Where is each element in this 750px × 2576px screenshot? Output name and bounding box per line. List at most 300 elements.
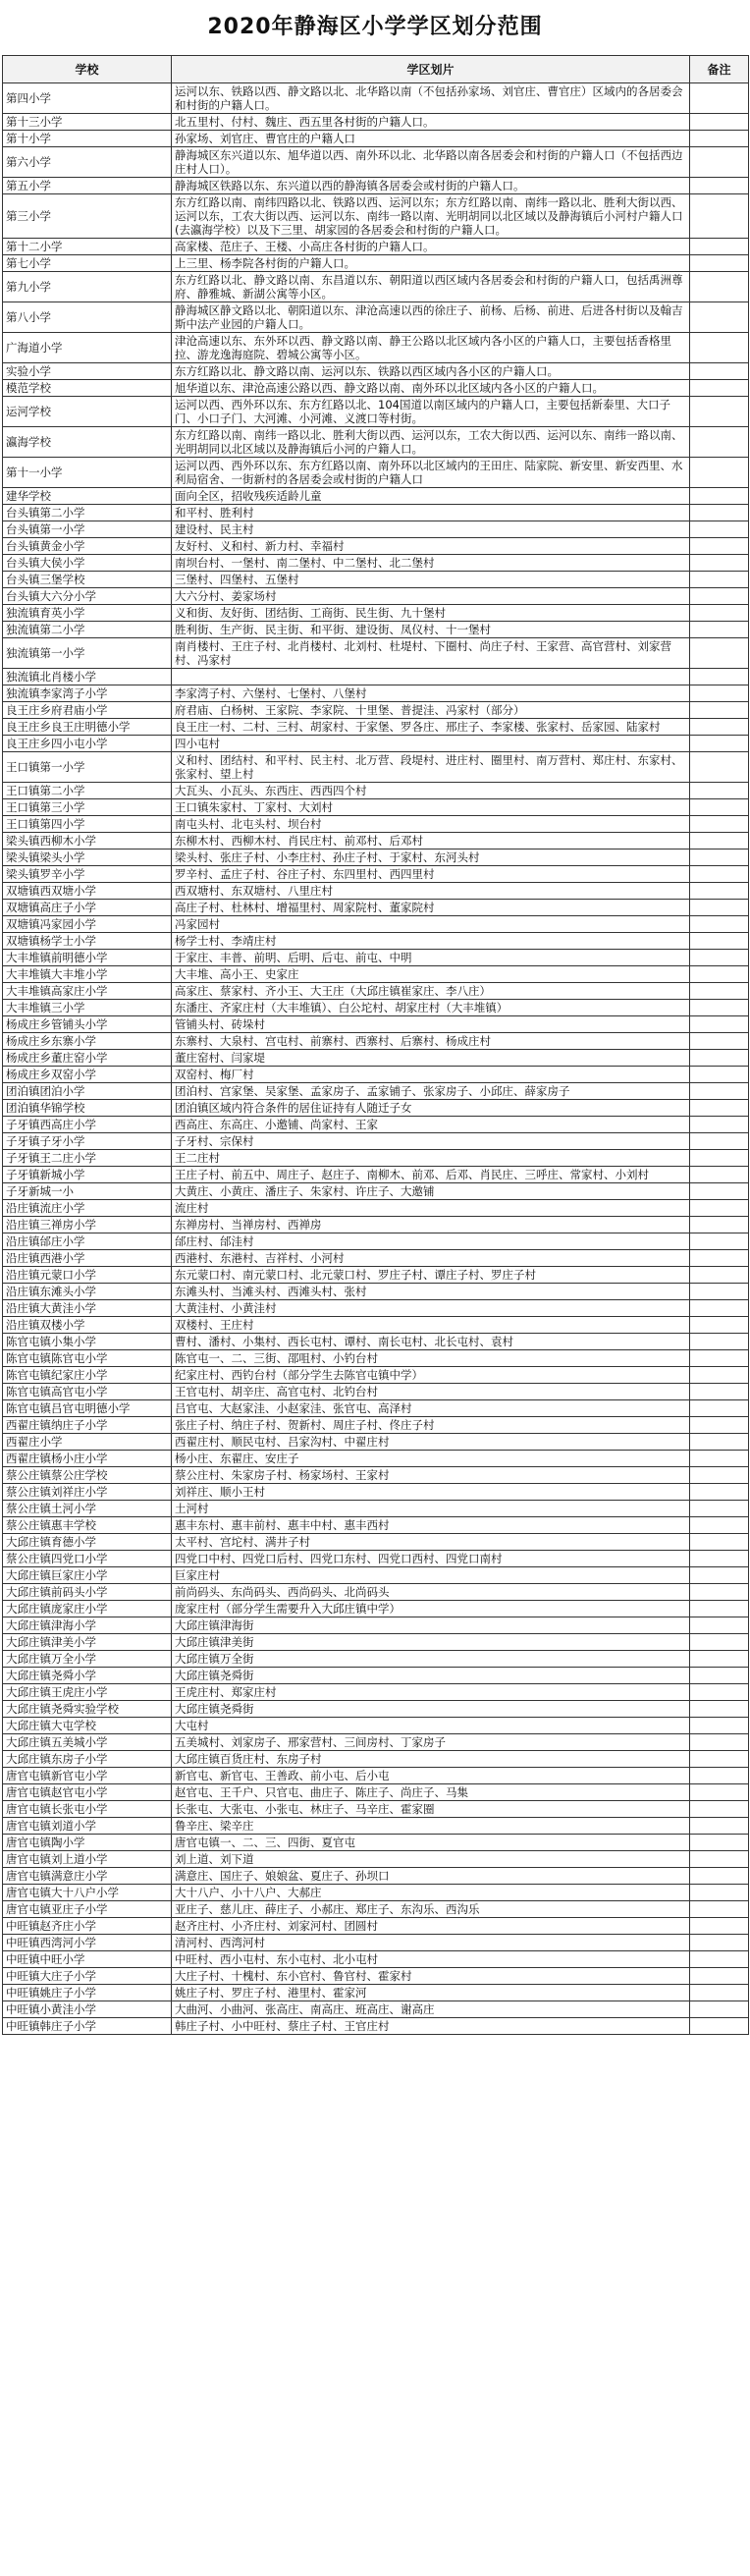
note-cell	[690, 1200, 749, 1217]
note-cell	[690, 178, 749, 194]
district-area: 西双塘村、东双塘村、八里庄村	[172, 883, 690, 900]
school-name: 第五小学	[3, 178, 172, 194]
note-cell	[690, 799, 749, 816]
school-name: 台头镇三堡学校	[3, 572, 172, 588]
table-row	[3, 1651, 749, 1668]
note-cell	[690, 719, 749, 736]
school-name: 第三小学	[3, 194, 172, 239]
note-cell	[690, 1150, 749, 1167]
note-cell	[690, 572, 749, 588]
table-row	[3, 1968, 749, 1985]
district-area: 邰庄村、邰洼村	[172, 1233, 690, 1250]
district-area: 三堡村、四堡村、五堡村	[172, 572, 690, 588]
table-row	[3, 2001, 749, 2018]
note-cell	[690, 1284, 749, 1300]
school-name: 蔡公庄镇惠丰学校	[3, 1517, 172, 1534]
school-name: 台头镇大六分小学	[3, 588, 172, 605]
school-name: 大邱庄镇王虎庄小学	[3, 1684, 172, 1701]
school-name: 第四小学	[3, 83, 172, 114]
school-name: 第九小学	[3, 272, 172, 302]
school-name: 大邱庄镇津美小学	[3, 1634, 172, 1651]
note-cell	[690, 1417, 749, 1434]
table-row	[3, 850, 749, 866]
note-cell	[690, 302, 749, 333]
district-area: 双楼村、王庄村	[172, 1317, 690, 1334]
table-row	[3, 1434, 749, 1451]
district-area: 东潘庄、齐家庄村（大丰堆镇）、白公坨村、胡家庄村（大丰堆镇）	[172, 1000, 690, 1016]
school-name: 大邱庄镇尧舜实验学校	[3, 1701, 172, 1718]
district-area: 杨小庄、东翟庄、安庄子	[172, 1451, 690, 1467]
school-name: 双塘镇西双塘小学	[3, 883, 172, 900]
district-area: 韩庄子村、小中旺村、蔡庄子村、王官庄村	[172, 2018, 690, 2035]
note-cell	[690, 950, 749, 966]
note-cell	[690, 1233, 749, 1250]
table-row	[3, 1451, 749, 1467]
table-row	[3, 1417, 749, 1434]
district-area: 亚庄子、慈儿庄、薛庄子、小郝庄、郑庄子、东沟乐、西沟乐	[172, 1901, 690, 1918]
district-area: 高家庄、蔡家村、齐小王、大王庄（大邱庄镇崔家庄、李八庄）	[172, 983, 690, 1000]
school-name: 梁头镇西柳木小学	[3, 833, 172, 850]
table-row	[3, 1267, 749, 1284]
district-area: 冯家园村	[172, 916, 690, 933]
school-name: 子牙镇王二庄小学	[3, 1150, 172, 1167]
table-row	[3, 521, 749, 538]
school-name: 沿庄镇东滩头小学	[3, 1284, 172, 1300]
table-row	[3, 1067, 749, 1083]
note-cell	[690, 622, 749, 638]
district-area: 大十八户、小十八户、大郝庄	[172, 1885, 690, 1901]
table-row	[3, 1183, 749, 1200]
school-name: 独流镇北肖楼小学	[3, 669, 172, 685]
district-area: 王虎庄村、郑家庄村	[172, 1684, 690, 1701]
table-row	[3, 1751, 749, 1768]
note-cell	[690, 1567, 749, 1584]
table-row	[3, 1584, 749, 1601]
school-name: 蔡公庄镇蔡公庄学校	[3, 1467, 172, 1484]
table-row	[3, 783, 749, 799]
school-name: 大邱庄镇万全小学	[3, 1651, 172, 1668]
note-cell	[690, 983, 749, 1000]
note-cell	[690, 588, 749, 605]
note-cell	[690, 669, 749, 685]
district-area: 西港村、东港村、吉祥村、小河村	[172, 1250, 690, 1267]
note-cell	[690, 866, 749, 883]
table-row	[3, 1217, 749, 1233]
note-cell	[690, 752, 749, 783]
note-cell	[690, 397, 749, 427]
school-name: 杨成庄乡双窑小学	[3, 1067, 172, 1083]
district-area: 长张屯、大张屯、小张屯、林庄子、马辛庄、霍家圈	[172, 1801, 690, 1818]
district-area: 五美城村、刘家房子、邢家营村、三间房村、丁家房子	[172, 1734, 690, 1751]
district-area: 义和街、友好街、团结街、工商街、民生街、九十堡村	[172, 605, 690, 622]
school-name: 西翟庄镇纳庄子小学	[3, 1417, 172, 1434]
school-name: 王口镇第三小学	[3, 799, 172, 816]
table-row	[3, 1668, 749, 1684]
note-cell	[690, 1901, 749, 1918]
district-area: 赵齐庄村、小齐庄村、刘家河村、团圆村	[172, 1918, 690, 1935]
district-area: 北五里村、付村、魏庄、西五里各村街的户籍人口。	[172, 114, 690, 131]
school-name: 大邱庄镇庞家庄小学	[3, 1601, 172, 1617]
note-cell	[690, 1267, 749, 1284]
district-area: 高庄子村、杜林村、增福里村、周家院村、董家院村	[172, 900, 690, 916]
district-area: 府君庙、白杨树、王家院、李家院、十里堡、普提洼、冯家村（部分）	[172, 702, 690, 719]
table-row	[3, 702, 749, 719]
district-area: 大邱庄镇万全街	[172, 1651, 690, 1668]
table-row	[3, 1985, 749, 2001]
note-cell	[690, 1167, 749, 1183]
note-cell	[690, 427, 749, 458]
district-area: 东方红路以南、南纬一路以北、胜利大街以西、运河以东，工农大街以西、运河以东、南纬一路以南、光明胡同以北区域以及静海镇后小河的户籍人口。	[172, 427, 690, 458]
table-row	[3, 669, 749, 685]
table-row	[3, 458, 749, 488]
table-row	[3, 1951, 749, 1968]
district-area: 东禅房村、当禅房村、西禅房	[172, 1217, 690, 1233]
school-name: 台头镇第二小学	[3, 505, 172, 521]
note-cell	[690, 1250, 749, 1267]
school-name: 蔡公庄镇四党口小学	[3, 1551, 172, 1567]
note-cell	[690, 1551, 749, 1567]
table-body	[3, 83, 749, 2035]
district-area: 津沧高速以东、东外环以西、静文路以南、静王公路以北区域内各小区的户籍人口，主要包括香格里拉、游龙逸海庭院、碧城公寓等小区。	[172, 333, 690, 363]
table-row	[3, 1250, 749, 1267]
school-name: 中旺镇西湾河小学	[3, 1935, 172, 1951]
school-name: 唐官屯镇赵官屯小学	[3, 1784, 172, 1801]
school-name: 西翟庄小学	[3, 1434, 172, 1451]
note-cell	[690, 2018, 749, 2035]
district-area: 东柳木村、西柳木村、肖民庄村、前邓村、后邓村	[172, 833, 690, 850]
district-area: 姚庄子村、罗庄子村、港里村、霍家河	[172, 1985, 690, 2001]
note-cell	[690, 1634, 749, 1651]
school-name: 梁头镇罗辛小学	[3, 866, 172, 883]
table-row	[3, 1467, 749, 1484]
school-name: 蔡公庄镇土河小学	[3, 1501, 172, 1517]
school-name: 大丰堆镇大丰堆小学	[3, 966, 172, 983]
note-cell	[690, 1050, 749, 1067]
table-row	[3, 1000, 749, 1016]
district-area: 王官屯村、胡辛庄、高官屯村、北钓台村	[172, 1384, 690, 1400]
note-cell	[690, 1517, 749, 1534]
school-name: 瀛海学校	[3, 427, 172, 458]
table-row	[3, 799, 749, 816]
school-name: 大邱庄镇东房子小学	[3, 1751, 172, 1768]
school-name: 沿庄镇元蒙口小学	[3, 1267, 172, 1284]
table-row	[3, 605, 749, 622]
note-cell	[690, 783, 749, 799]
school-name: 台头镇第一小学	[3, 521, 172, 538]
school-name: 西翟庄镇杨小庄小学	[3, 1451, 172, 1467]
school-name: 双塘镇杨学士小学	[3, 933, 172, 950]
school-name: 大邱庄镇巨家庄小学	[3, 1567, 172, 1584]
table-row	[3, 1033, 749, 1050]
school-name: 实验小学	[3, 363, 172, 380]
school-name: 第十三小学	[3, 114, 172, 131]
note-cell	[690, 1033, 749, 1050]
table-row	[3, 1050, 749, 1067]
table-row	[3, 1567, 749, 1584]
district-area: 梁头村、张庄子村、小李庄村、孙庄子村、于家村、东河头村	[172, 850, 690, 866]
table-row	[3, 1701, 749, 1718]
school-name: 双塘镇冯家园小学	[3, 916, 172, 933]
school-name: 广海道小学	[3, 333, 172, 363]
school-name: 团泊镇团泊小学	[3, 1083, 172, 1100]
district-area: 鲁辛庄、梁辛庄	[172, 1818, 690, 1835]
note-cell	[690, 1434, 749, 1451]
school-name: 独流镇第二小学	[3, 622, 172, 638]
note-cell	[690, 933, 749, 950]
table-row	[3, 1601, 749, 1617]
table-row	[3, 272, 749, 302]
note-cell	[690, 702, 749, 719]
district-area: 王口镇朱家村、丁家村、大刘村	[172, 799, 690, 816]
school-name: 中旺镇姚庄子小学	[3, 1985, 172, 2001]
note-cell	[690, 850, 749, 866]
school-name: 杨成庄乡董庄窑小学	[3, 1050, 172, 1067]
school-name: 唐官屯镇大十八户小学	[3, 1885, 172, 1901]
note-cell	[690, 458, 749, 488]
district-area: 大邱庄镇尧舜街	[172, 1701, 690, 1718]
district-area: 建设村、民主村	[172, 521, 690, 538]
table-row	[3, 1768, 749, 1784]
table-row	[3, 638, 749, 669]
note-cell	[690, 816, 749, 833]
district-area: 刘祥庄、顺小王村	[172, 1484, 690, 1501]
school-name: 独流镇第一小学	[3, 638, 172, 669]
district-area: 大黄庄、小黄庄、潘庄子、朱家村、许庄子、大邀铺	[172, 1183, 690, 1200]
note-cell	[690, 1918, 749, 1935]
note-cell	[690, 605, 749, 622]
table-row	[3, 1200, 749, 1217]
school-name: 大邱庄镇大屯学校	[3, 1718, 172, 1734]
note-cell	[690, 1851, 749, 1868]
note-cell	[690, 239, 749, 255]
table-row	[3, 1501, 749, 1517]
note-cell	[690, 685, 749, 702]
school-name: 独流镇李家湾子小学	[3, 685, 172, 702]
district-area: 双窑村、梅厂村	[172, 1067, 690, 1083]
table-row	[3, 622, 749, 638]
district-area: 大六分村、姜家场村	[172, 588, 690, 605]
district-area: 赵官屯、王千户、只官屯、曲庄子、陈庄子、尚庄子、马集	[172, 1784, 690, 1801]
note-cell	[690, 1100, 749, 1117]
table-row	[3, 1016, 749, 1033]
school-name: 王口镇第一小学	[3, 752, 172, 783]
school-name: 王口镇第四小学	[3, 816, 172, 833]
district-area: 李家湾子村、六堡村、七堡村、八堡村	[172, 685, 690, 702]
district-area: 运河以西、西外环以东、东方红路以南、南外环以北区域内的王田庄、陆家院、新安里、新安西里、水利局宿舍、一街新村的各居委会或村街的户籍人口	[172, 458, 690, 488]
school-name: 沿庄镇邰庄小学	[3, 1233, 172, 1250]
table-row	[3, 1150, 749, 1167]
table-row	[3, 588, 749, 605]
header-school: 学校	[3, 56, 172, 83]
school-name: 台头镇大侯小学	[3, 555, 172, 572]
district-area: 满意庄、国庄子、娘娘盆、夏庄子、孙坝口	[172, 1868, 690, 1885]
district-area: 董庄窑村、闫家堤	[172, 1050, 690, 1067]
district-area: 东寨村、大泉村、宫屯村、前寨村、西寨村、后寨村、杨成庄村	[172, 1033, 690, 1050]
district-area: 吕官屯、大赵家洼、小赵家洼、张官屯、高泽村	[172, 1400, 690, 1417]
note-cell	[690, 1300, 749, 1317]
note-cell	[690, 1768, 749, 1784]
district-area: 静海城区铁路以东、东兴道以西的静海镇各居委会或村街的户籍人口。	[172, 178, 690, 194]
note-cell	[690, 638, 749, 669]
school-name: 唐官屯镇长张屯小学	[3, 1801, 172, 1818]
note-cell	[690, 555, 749, 572]
table-row	[3, 333, 749, 363]
note-cell	[690, 1400, 749, 1417]
table-row	[3, 302, 749, 333]
note-cell	[690, 1651, 749, 1668]
district-area: 惠丰东村、惠丰前村、惠丰中村、惠丰西村	[172, 1517, 690, 1534]
table-row	[3, 950, 749, 966]
school-name: 良王庄乡四小屯小学	[3, 736, 172, 752]
table-row	[3, 131, 749, 147]
district-area: 胜利街、生产街、民主街、和平街、建设街、凤仪村、十一堡村	[172, 622, 690, 638]
note-cell	[690, 1601, 749, 1617]
district-area: 大邱庄镇尧舜街	[172, 1668, 690, 1684]
school-name: 中旺镇韩庄子小学	[3, 2018, 172, 2035]
district-area: 良王庄一村、二村、三村、胡家村、于家堡、罗各庄、邢庄子、李家楼、张家村、岳家园、陆家村	[172, 719, 690, 736]
table-row	[3, 1684, 749, 1701]
district-area: 旭华道以东、津沧高速公路以西、静文路以南、南外环以北区域内各小区的户籍人口。	[172, 380, 690, 397]
school-name: 唐官屯镇刘道小学	[3, 1818, 172, 1835]
school-name: 唐官屯镇满意庄小学	[3, 1868, 172, 1885]
table-row	[3, 1868, 749, 1885]
school-name: 沿庄镇三禅房小学	[3, 1217, 172, 1233]
table-row	[3, 1634, 749, 1651]
district-area: 大曲河、小曲河、张高庄、南高庄、班高庄、谢高庄	[172, 2001, 690, 2018]
district-area: 南肖楼村、王庄子村、北肖楼村、北刘村、杜堤村、下圈村、尚庄子村、王家营、高官营村、刘家营村、冯家村	[172, 638, 690, 669]
school-name: 团泊镇华锦学校	[3, 1100, 172, 1117]
table-row	[3, 1918, 749, 1935]
district-area: 太平村、宫坨村、满井子村	[172, 1534, 690, 1551]
table-row	[3, 1167, 749, 1183]
school-name: 沿庄镇双楼小学	[3, 1317, 172, 1334]
note-cell	[690, 1801, 749, 1818]
note-cell	[690, 114, 749, 131]
district-area: 东方红路以北、静文路以南、运河以东、铁路以西区域内各小区的户籍人口。	[172, 363, 690, 380]
district-area: 四小屯村	[172, 736, 690, 752]
table-row	[3, 1100, 749, 1117]
table-row	[3, 427, 749, 458]
district-area	[172, 669, 690, 685]
note-cell	[690, 1784, 749, 1801]
note-cell	[690, 1334, 749, 1350]
district-area: 大丰堆、高小王、史家庄	[172, 966, 690, 983]
school-name: 第十二小学	[3, 239, 172, 255]
note-cell	[690, 488, 749, 505]
note-cell	[690, 255, 749, 272]
school-name: 模范学校	[3, 380, 172, 397]
district-area: 大瓦头、小瓦头、东西庄、西西四个村	[172, 783, 690, 799]
table-row	[3, 1117, 749, 1133]
district-area: 王庄子村、前五中、周庄子、赵庄子、南柳木、前邓、后邓、肖民庄、三呼庄、常家村、小刘村	[172, 1167, 690, 1183]
district-area: 纪家庄村、西钓台村（部分学生去陈官屯镇中学）	[172, 1367, 690, 1384]
school-name: 大丰堆镇高家庄小学	[3, 983, 172, 1000]
table-row	[3, 866, 749, 883]
district-area: 陈官屯一、二、三街、邵咀村、小钓台村	[172, 1350, 690, 1367]
school-name: 唐官屯镇亚庄子小学	[3, 1901, 172, 1918]
table-row	[3, 900, 749, 916]
table-row	[3, 1233, 749, 1250]
table-row	[3, 194, 749, 239]
note-cell	[690, 833, 749, 850]
note-cell	[690, 1584, 749, 1601]
table-row	[3, 1317, 749, 1334]
school-name: 蔡公庄镇刘祥庄小学	[3, 1484, 172, 1501]
school-name: 子牙镇新城小学	[3, 1167, 172, 1183]
note-cell	[690, 1818, 749, 1835]
note-cell	[690, 147, 749, 178]
district-area: 静海城区东兴道以东、旭华道以西、南外环以北、北华路以南各居委会和村街的户籍人口（不包括西边庄村人口）。	[172, 147, 690, 178]
district-area: 孙家场、刘官庄、曹官庄的户籍人口	[172, 131, 690, 147]
note-cell	[690, 1183, 749, 1200]
table-row	[3, 572, 749, 588]
district-area: 前尚码头、东尚码头、西尚码头、北尚码头	[172, 1584, 690, 1601]
table-row	[3, 1133, 749, 1150]
district-area: 中旺村、西小屯村、东小屯村、北小屯村	[172, 1951, 690, 1968]
note-cell	[690, 1133, 749, 1150]
school-name: 运河学校	[3, 397, 172, 427]
district-area: 高家楼、范庄子、王楼、小高庄各村街的户籍人口。	[172, 239, 690, 255]
school-name: 陈官屯镇陈官屯小学	[3, 1350, 172, 1367]
district-area: 团泊村、宫家堡、吴家堡、孟家房子、孟家铺子、张家房子、小邱庄、薛家房子	[172, 1083, 690, 1100]
table-row	[3, 719, 749, 736]
table-row	[3, 736, 749, 752]
table-row	[3, 114, 749, 131]
header-note: 备注	[690, 56, 749, 83]
table-row	[3, 1350, 749, 1367]
district-area: 大邱庄镇百货庄村、东房子村	[172, 1751, 690, 1768]
district-area: 团泊镇区域内符合条件的居住证持有人随迁子女	[172, 1100, 690, 1117]
school-name: 大邱庄镇五美城小学	[3, 1734, 172, 1751]
school-name: 杨成庄乡东寨小学	[3, 1033, 172, 1050]
table-row	[3, 1384, 749, 1400]
table-row	[3, 1901, 749, 1918]
district-area: 曹村、潘村、小集村、西长屯村、谭村、南长屯村、北长屯村、袁村	[172, 1334, 690, 1350]
table-row	[3, 2018, 749, 2035]
school-name: 第十小学	[3, 131, 172, 147]
district-area: 大庄子村、十槐村、东小官村、鲁官村、霍家村	[172, 1968, 690, 1985]
school-name: 独流镇育英小学	[3, 605, 172, 622]
school-name: 台头镇黄金小学	[3, 538, 172, 555]
table-row	[3, 1784, 749, 1801]
district-area: 运河以西、西外环以东、东方红路以北、104国道以南区域内的户籍人口，主要包括新泰里、大口子门、小口子门、大河滩、小河滩、义渡口等村街。	[172, 397, 690, 427]
school-name: 中旺镇大庄子小学	[3, 1968, 172, 1985]
note-cell	[690, 1451, 749, 1467]
school-name: 第六小学	[3, 147, 172, 178]
note-cell	[690, 1718, 749, 1734]
note-cell	[690, 1083, 749, 1100]
note-cell	[690, 916, 749, 933]
note-cell	[690, 1534, 749, 1551]
note-cell	[690, 1701, 749, 1718]
table-row	[3, 1284, 749, 1300]
header-area: 学区划片	[172, 56, 690, 83]
note-cell	[690, 736, 749, 752]
school-name: 子牙新城一小	[3, 1183, 172, 1200]
note-cell	[690, 1000, 749, 1016]
note-cell	[690, 380, 749, 397]
table-row	[3, 380, 749, 397]
note-cell	[690, 1985, 749, 2001]
school-name: 双塘镇高庄子小学	[3, 900, 172, 916]
school-name: 子牙镇西高庄小学	[3, 1117, 172, 1133]
district-area: 新官屯、新官屯、王善政、前小屯、后小屯	[172, 1768, 690, 1784]
note-cell	[690, 1350, 749, 1367]
school-name: 唐官屯镇陶小学	[3, 1835, 172, 1851]
note-cell	[690, 363, 749, 380]
district-area: 上三里、杨李院各村街的户籍人口。	[172, 255, 690, 272]
district-area: 张庄子村、纳庄子村、贺新村、周庄子村、佟庄子村	[172, 1417, 690, 1434]
